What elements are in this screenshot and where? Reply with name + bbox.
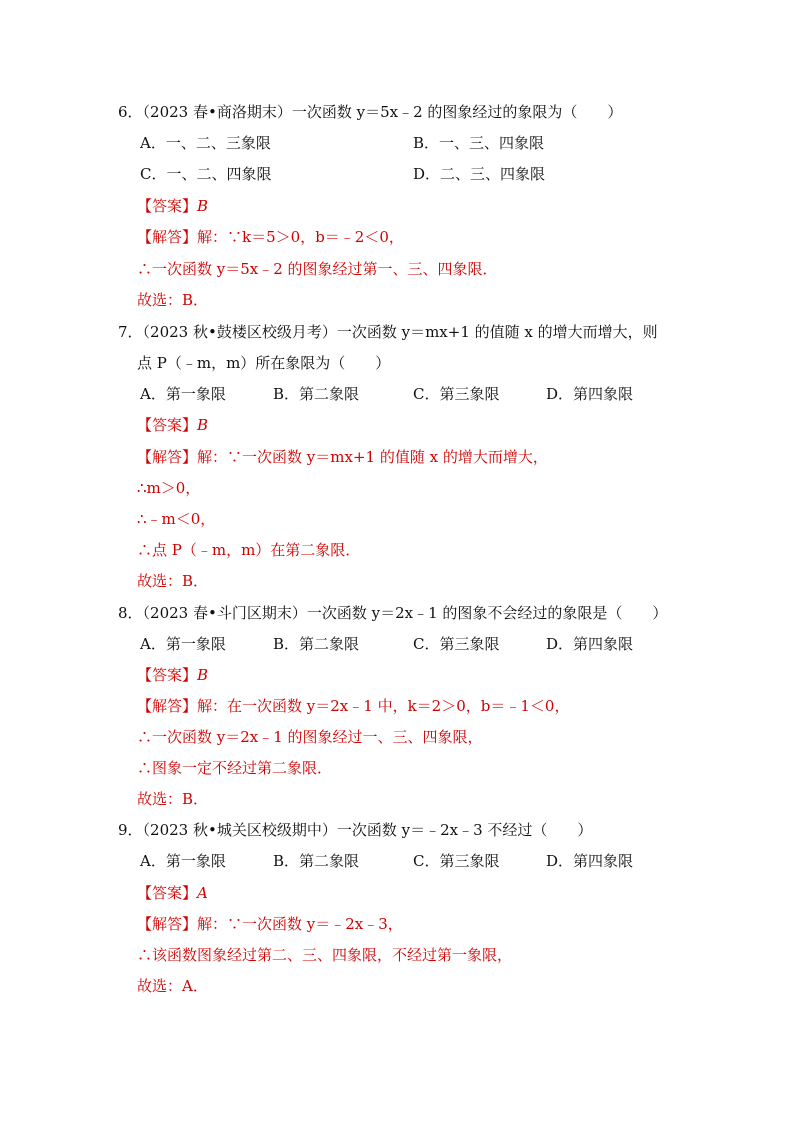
final-choice: 故选：B． bbox=[137, 572, 209, 590]
answer-line: 【答案】B bbox=[137, 416, 209, 434]
solution-line: 【解答】解：∵一次函数 y＝mx+1 的值随 x 的增大而增大， bbox=[137, 448, 548, 466]
final-choice: 故选：B． bbox=[137, 790, 209, 808]
option-b: B．一、三、四象限 bbox=[413, 134, 545, 152]
option-c: C．第三象限 bbox=[413, 635, 500, 653]
option-a: A．第一象限 bbox=[140, 385, 226, 403]
option-a: A．第一象限 bbox=[140, 635, 226, 653]
question-number: 6． bbox=[118, 103, 143, 121]
option-d: D．第四象限 bbox=[546, 852, 634, 870]
solution-line: 【解答】解：∵k＝5＞0，b＝﹣2＜0， bbox=[137, 228, 404, 246]
answer-line: 【答案】B bbox=[137, 666, 209, 684]
option-b: B．第二象限 bbox=[273, 385, 360, 403]
solution-line: ∴﹣m＜0， bbox=[137, 510, 216, 528]
question-8-stem bbox=[118, 603, 667, 623]
question-text: （2023 秋•城关区校级期中）一次函数 y＝﹣2x﹣3 不经过（ ） bbox=[142, 821, 593, 839]
question-text-continued: 点 P（﹣m，m）所在象限为（ ） bbox=[137, 354, 391, 372]
question-text: （2023 春•商洛期末）一次函数 y＝5x﹣2 的图象经过的象限为（ ） bbox=[142, 103, 623, 121]
solution-line: 【解答】解：∵一次函数 y＝﹣2x﹣3， bbox=[137, 915, 403, 933]
question-number: 8． bbox=[118, 604, 143, 622]
question-number: 7． bbox=[118, 323, 143, 341]
question-6-stem bbox=[118, 102, 622, 122]
solution-line: ∴点 P（﹣m，m）在第二象限． bbox=[137, 541, 361, 559]
option-b: B．第二象限 bbox=[273, 635, 360, 653]
option-c: C．第三象限 bbox=[413, 852, 500, 870]
option-b: B．第二象限 bbox=[273, 852, 360, 870]
solution-line: 【解答】解：在一次函数 y＝2x﹣1 中，k＝2＞0，b＝﹣1＜0， bbox=[137, 697, 570, 715]
solution-line: ∴图象一定不经过第二象限． bbox=[137, 759, 333, 777]
solution-line: ∴该函数图象经过第二、三、四象限，不经过第一象限， bbox=[137, 946, 513, 964]
option-a: A．第一象限 bbox=[140, 852, 226, 870]
question-text: （2023 秋•鼓楼区校级月考）一次函数 y＝mx+1 的值随 x 的增大而增大，则 bbox=[142, 323, 658, 341]
option-c: C．第三象限 bbox=[413, 385, 500, 403]
option-d: D．第四象限 bbox=[546, 635, 634, 653]
question-7-stem bbox=[118, 322, 658, 342]
option-d: D．二、三、四象限 bbox=[413, 165, 546, 183]
solution-line: ∴一次函数 y＝5x﹣2 的图象经过第一、三、四象限． bbox=[137, 260, 498, 278]
question-9-stem bbox=[118, 820, 592, 840]
answer-line: 【答案】A bbox=[137, 884, 208, 902]
option-d: D．第四象限 bbox=[546, 385, 634, 403]
solution-line: ∴一次函数 y＝2x﹣1 的图象经过一、三、四象限， bbox=[137, 728, 483, 746]
solution-line: ∴m＞0， bbox=[137, 479, 201, 497]
question-text: （2023 春•斗门区期末）一次函数 y＝2x﹣1 的图象不会经过的象限是（ ） bbox=[142, 604, 668, 622]
answer-value: B bbox=[197, 666, 209, 684]
final-choice: 故选：A． bbox=[137, 977, 208, 995]
answer-line: 【答案】B bbox=[137, 197, 209, 215]
answer-value: B bbox=[197, 197, 209, 215]
answer-value: B bbox=[197, 416, 209, 434]
final-choice: 故选：B． bbox=[137, 291, 209, 309]
option-a: A．一、二、三象限 bbox=[140, 134, 271, 152]
option-c: C．一、二、四象限 bbox=[140, 165, 272, 183]
question-number: 9． bbox=[118, 821, 143, 839]
answer-value: A bbox=[197, 884, 208, 902]
